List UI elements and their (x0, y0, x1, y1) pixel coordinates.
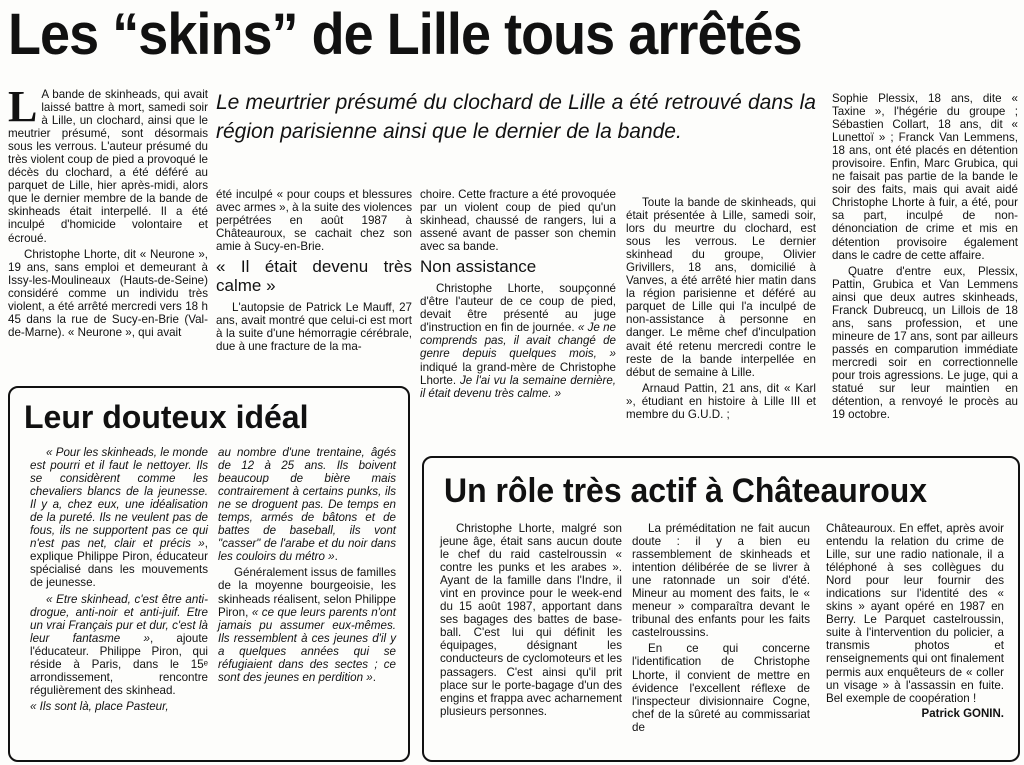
author-signature: Patrick GONIN. (921, 707, 1004, 720)
box2-paragraph-4: Châteauroux. En effet, après avoir entendu la relation du crime de Lille, sur une radio nationale, il a téléphoné à ses collègues du Nord pour leur fournir des indications sur l'identité des « skins » ayant opéré en 1987 en Berry. Le Parquet castelroussin, suite à l'intervention du policier, a transmis photos et renseignements qui ont finalement permis aux enquêteurs de « coller un visage » à l'assassin en fuite. Bel exemple de coopération ! (826, 522, 1004, 705)
box1-text-1: , explique Philippe Piron, éducateur spécialisé dans les mouvements de jeunesse. (30, 537, 208, 590)
article-column-2 (216, 188, 412, 356)
box2-column-3 (826, 522, 1004, 721)
col5-paragraph-2: Quatre d'entre eux, Plessix, Pattin, Grubica et Van Lemmens ainsi que deux autres skinheads, Franck Dubreucq, un Lillois de 18 ans, sans profession, et une mineure de 17 ans, sont par ailleurs passés en comparution immédiate mercredi soir en correctionnelle pour trois agressions. Le juge, qui a statué sur leur maintien en détention, a renvoyé le procès au 19 octobre. (832, 264, 1018, 422)
col3-quote-1: « Je ne comprends pas, il avait changé de genre depuis quelques mois, » (420, 321, 616, 361)
box1-text-4: Généralement issus de familles de la moyenne bourgeoisie, les skinheads réalisent, selon Philippe Piron, (218, 566, 396, 619)
col5-paragraph-1: Sophie Plessix, 18 ans, dite « Taxine », l'hégérie du groupe ; Sébastien Collart, 18 ans, dit « Lunettoï » ; Franck Van Lemmens, 18 ans, ont été placés en détention provisoire. Enfin, Marc Grubica, qui ne faisait pas partie de la bande le soir des faits, mais qui avait aidé Christophe Lhorte à fuir, a été, pour sa part, inculpé de non-dénonciation de crime et mis en détention provisoire également dans le cadre de cette affaire. (832, 92, 1018, 262)
box1-quote-5: « ce que leurs parents n'ont jamais pu assumer eux-mêmes. Ils ressemblent à ces jeunes d'il y a quelques années qui se réfugiaient dans des sectes ; ce sont des jeunes en perdition » (218, 605, 396, 684)
box2-paragraph-2: La préméditation ne fait aucun doute : il y a bien eu rassemblement de skinheads et intention délibérée de se livrer à une ratonnade un soir d'été. Mineur au moment des faits, le « meneur » comparaîtra devant le tribunal des enfants pour les faits castelroussins. (632, 522, 810, 640)
col4-paragraph-1: Toute la bande de skinheads, qui était présentée à Lille, samedi soir, lors du meurtre du clochard, est sous les verrous. Le dernier skinhead du groupe, Olivier Grivillers, 18 ans, domicilié à Vanves, a été arrêté hier matin dans la région parisienne et déféré au parquet de Lille qui l'a inculpé de non-assistance à personne en danger. Le même chef d'inculpation avait été retenu mercredi contre le reste de la bande interpellée en début de semaine à Lille. (626, 196, 816, 379)
sidebar-box-chateauroux (422, 456, 1020, 762)
box2-paragraph-1: Christophe Lhorte, malgré son jeune âge, était sans aucun doute le chef du raid castelroussin « contre les punks et les arabes ». Ayant de la famille dans l'Indre, il vint en province pour le week-end du 15 août 1987, apportant dans ses bagages des battes de base-ball. C'est lui qui définit les équipages, désignant les conducteurs de cyclomoteurs et les passagers. C'est ainsi qu'il prit place sur le porte-bagage d'un des engins et frappa avec acharnement plusieurs personnes. (440, 522, 622, 718)
col4-paragraph-2: Arnaud Pattin, 21 ans, dit « Karl », étudiant en histoire à Lille III et membre du G.U.D. ; (626, 381, 816, 421)
box1-quote-1: « Pour les skinheads, le monde est pourri et il faut le nettoyer. Ils se considèrent comme les chevaliers blancs de la jeunesse. Il y a, chez eux, une idéalisation de la pureté. Ils ne veulent pas de fous, ils ne supportent pas ce qui n'est pas net, clair et précis » (30, 446, 208, 551)
article-column-4 (626, 196, 816, 424)
article-column-5 (832, 92, 1018, 424)
col2-paragraph-1: été inculpé « pour coups et blessures avec armes », à la suite des violences perpétrées en août 1987 à Châteauroux, se cachait chez son amie à Sucy-en-Brie. (216, 188, 412, 254)
col3-quote-2: Je l'ai vu la semaine dernière, il était devenu très calme. » (420, 373, 616, 400)
col3-text: Christophe Lhorte, soupçonné d'être l'auteur de ce coup de pied, devait être présenté au juge d'instruction en fin de journée. (420, 282, 616, 335)
box2-column-1 (440, 522, 622, 721)
col1-paragraph-2: Christophe Lhorte, dit « Neurone », 19 ans, sans emploi et demeurant à Issy-les-Moulineaux (Hauts-de-Seine) considéré comme un individu très violent, a été arrêté mercredi vers 18 h 45 dans la rue de Sucy-en-Brie (Val-de-Marne). « Neurone », qui avait (8, 247, 208, 339)
box1-text-3: . (334, 550, 338, 564)
standfirst: Le meurtrier présumé du clochard de Lille a été retrouvé dans la région parisienne ainsi que le dernier de la bande. (216, 91, 816, 143)
col2-subhead: « Il était devenu très calme » (216, 257, 412, 296)
col2-paragraph-2: L'autopsie de Patrick Le Mauff, 27 ans, avait montré que celui-ci est mort à la suite d'une hémorragie cérébrale, due à une fracture de la ma- (216, 301, 412, 354)
box1-quote-3: « Ils sont là, place Pasteur, (30, 699, 169, 713)
box-title: Leur douteux idéal (24, 399, 309, 435)
box1-quote-4: au nombre d'une trentaine, âgés de 12 à 25 ans. Ils boivent beaucoup de bière mais contrairement à certains punks, ils ne se droguent pas. De temps en temps, armés de bâtons et de battes de baseball, ils vont "casser" de l'arabe et du noir dans les couloirs du métro » (218, 446, 396, 564)
col3-text-2: indiqué la grand-mère de Christophe Lhorte. (420, 360, 616, 387)
col3-subhead: Non assistance (420, 257, 537, 277)
box1-text-2: , ajoute l'éducateur. Philippe Piron, qui réside à Paris, dans le 15ᵉ arrondissement, rencontre régulièrement des skinhead. (30, 631, 208, 697)
box-title: Un rôle très actif à Châteauroux (444, 472, 928, 510)
box1-column-1 (30, 446, 208, 716)
article-column-3 (420, 188, 616, 403)
col3-paragraph-1: choire. Cette fracture a été provoquée par un violent coup de pied qu'un skinhead, chaussé de rangers, lui a assené avant de passer son chemin avec sa bande. (420, 188, 616, 254)
headline: Les “skins” de Lille tous arrêtés (8, 2, 802, 67)
box2-paragraph-3: En ce qui concerne l'identification de Christophe Lhorte, il convient de mettre en évidence l'excellent réflexe de l'inspecteur divisionnaire Cogne, chef de la sûreté au commissariat de (632, 642, 810, 734)
col3-paragraph-2 (420, 282, 616, 399)
sidebar-box-ideal (8, 386, 410, 762)
drop-cap: L (8, 82, 38, 131)
box1-text-5: . (372, 670, 376, 684)
box2-column-2 (632, 522, 810, 737)
col1-paragraph-1: A bande de skinheads, qui avait laissé battre à mort, samedi soir à Lille, un clochard, ainsi que le meutrier présumé, sont désormais sous les verrous. L'auteur présumé du très violent coup de pied a provoqué le décès du clochard, a été déféré au parquet de Lille, hier après-midi, alors que le dernier membre de la bande de skinheads était interpellé. Il a été inculpé d'homicide volontaire et écroué. (8, 88, 208, 245)
box1-column-2 (218, 446, 396, 687)
box1-quote-2: « Etre skinhead, c'est être anti-drogue, anti-noir et anti-juif. Etre un vrai Français pur et dur, c'est là leur fantasme » (30, 592, 208, 645)
article-column-1 (8, 82, 208, 342)
